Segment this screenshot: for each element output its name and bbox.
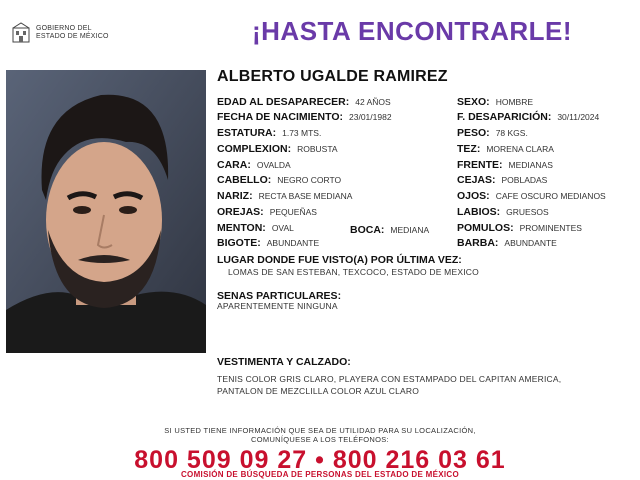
logo-text-line2: ESTADO DE MÉXICO <box>36 33 109 40</box>
commission-name: COMISIÓN DE BÚSQUEDA DE PERSONAS DEL ESTADO DE MÉXICO <box>180 470 459 479</box>
field-label: LABIOS: <box>457 206 501 218</box>
field-value: GRUESOS <box>506 207 549 217</box>
clothing-label: VESTIMENTA Y CALZADO: <box>217 356 351 368</box>
missing-person-photo <box>6 70 206 353</box>
field-label: EDAD AL DESAPARECER: <box>217 96 350 108</box>
field-ojos <box>457 190 606 203</box>
field-value: HOMBRE <box>495 97 533 107</box>
field-cara <box>217 159 291 172</box>
field-label: BIGOTE: <box>217 237 261 249</box>
field-label: NARIZ: <box>217 190 253 202</box>
phone-number-1[interactable]: 800 509 09 27 <box>134 446 308 474</box>
field-barba <box>457 237 557 250</box>
field-value: ABUNDANTE <box>266 238 320 248</box>
field-boca <box>350 224 429 237</box>
field-orejas <box>217 206 317 219</box>
field-label: OREJAS: <box>217 206 264 218</box>
field-label: CABELLO: <box>217 174 272 186</box>
field-value: 1.73 MTS. <box>282 128 322 138</box>
phone-number-2[interactable]: 800 216 03 61 <box>332 446 506 474</box>
state-seal-icon <box>10 22 32 44</box>
field-label: TEZ: <box>457 143 481 155</box>
field-peso <box>457 127 528 140</box>
field-menton <box>217 222 294 235</box>
field-value: MEDIANAS <box>508 160 553 170</box>
field-value: POBLADAS <box>501 175 548 185</box>
field-tez <box>457 143 554 156</box>
field-value: OVAL <box>271 223 294 233</box>
field-label: F. DESAPARICIÓN: <box>457 111 552 123</box>
page-headline: ¡HASTA ENCONTRARLE! <box>252 16 573 46</box>
field-label: BOCA: <box>350 224 385 236</box>
field-label: FRENTE: <box>457 159 503 171</box>
field-value: ROBUSTA <box>297 144 338 154</box>
field-label: CARA: <box>217 159 251 171</box>
field-edad <box>217 96 391 109</box>
government-logo <box>10 22 120 46</box>
field-fecha-nacimiento <box>217 111 392 124</box>
field-value: PEQUEÑAS <box>269 207 317 217</box>
distinguishing-marks-label: SENAS PARTICULARES: <box>217 290 342 302</box>
field-label: MENTON: <box>217 222 266 234</box>
logo-text-line1: GOBIERNO DEL <box>36 25 92 32</box>
field-complexion <box>217 143 338 156</box>
field-value: 78 KGS. <box>495 128 528 138</box>
field-value: PROMINENTES <box>519 223 582 233</box>
field-value: ABUNDANTE <box>504 238 557 248</box>
field-pomulos <box>457 222 582 235</box>
field-label: OJOS: <box>457 190 490 202</box>
field-cabello <box>217 174 341 187</box>
clothing-line2: PANTALON DE MEZCLILLA COLOR AZUL CLARO <box>217 386 420 396</box>
clothing-line1: TENIS COLOR GRIS CLARO, PLAYERA CON ESTAMPADO DEL CAPITAN AMERICA, <box>217 374 562 384</box>
field-label: COMPLEXION: <box>217 143 292 155</box>
field-label: ESTATURA: <box>217 127 277 139</box>
field-estatura <box>217 127 321 140</box>
field-frente <box>457 159 553 172</box>
field-value: NEGRO CORTO <box>277 175 342 185</box>
field-sexo <box>457 96 533 109</box>
field-label: PESO: <box>457 127 490 139</box>
field-label: POMULOS: <box>457 222 514 234</box>
field-label: SEXO: <box>457 96 490 108</box>
distinguishing-marks-value: APARENTEMENTE NINGUNA <box>217 301 338 311</box>
field-label: CEJAS: <box>457 174 496 186</box>
field-fecha-desaparicion <box>457 111 599 124</box>
field-value: CAFE OSCURO MEDIANOS <box>495 191 606 201</box>
field-label: BARBA: <box>457 237 499 249</box>
field-bigote <box>217 237 319 250</box>
last-seen-value: LOMAS DE SAN ESTEBAN, TEXCOCO, ESTADO DE MEXICO <box>228 267 479 277</box>
last-seen-label: LUGAR DONDE FUE VISTO(A) POR ÚLTIMA VEZ: <box>217 254 462 266</box>
field-value: 30/11/2024 <box>557 112 600 122</box>
field-value: RECTA BASE MEDIANA <box>258 191 353 201</box>
footer-note-line2: COMUNÍQUESE A LOS TELÉFONOS: <box>251 435 389 444</box>
field-cejas <box>457 174 547 187</box>
footer-note-line1: SI USTED TIENE INFORMACIÓN QUE SEA DE UTILIDAD PARA SU LOCALIZACIÓN, <box>164 426 476 435</box>
field-label: FECHA DE NACIMIENTO: <box>217 111 343 123</box>
field-value: 23/01/1982 <box>349 112 392 122</box>
field-labios <box>457 206 549 219</box>
phone-separator: • <box>315 446 325 474</box>
field-value: 42 AÑOS <box>355 97 391 107</box>
field-nariz <box>217 190 352 203</box>
field-value: OVALDA <box>256 160 291 170</box>
field-value: MEDIANA <box>390 225 430 235</box>
person-name: ALBERTO UGALDE RAMIREZ <box>217 68 448 85</box>
field-value: MORENA CLARA <box>486 144 554 154</box>
portrait-illustration <box>6 70 206 353</box>
